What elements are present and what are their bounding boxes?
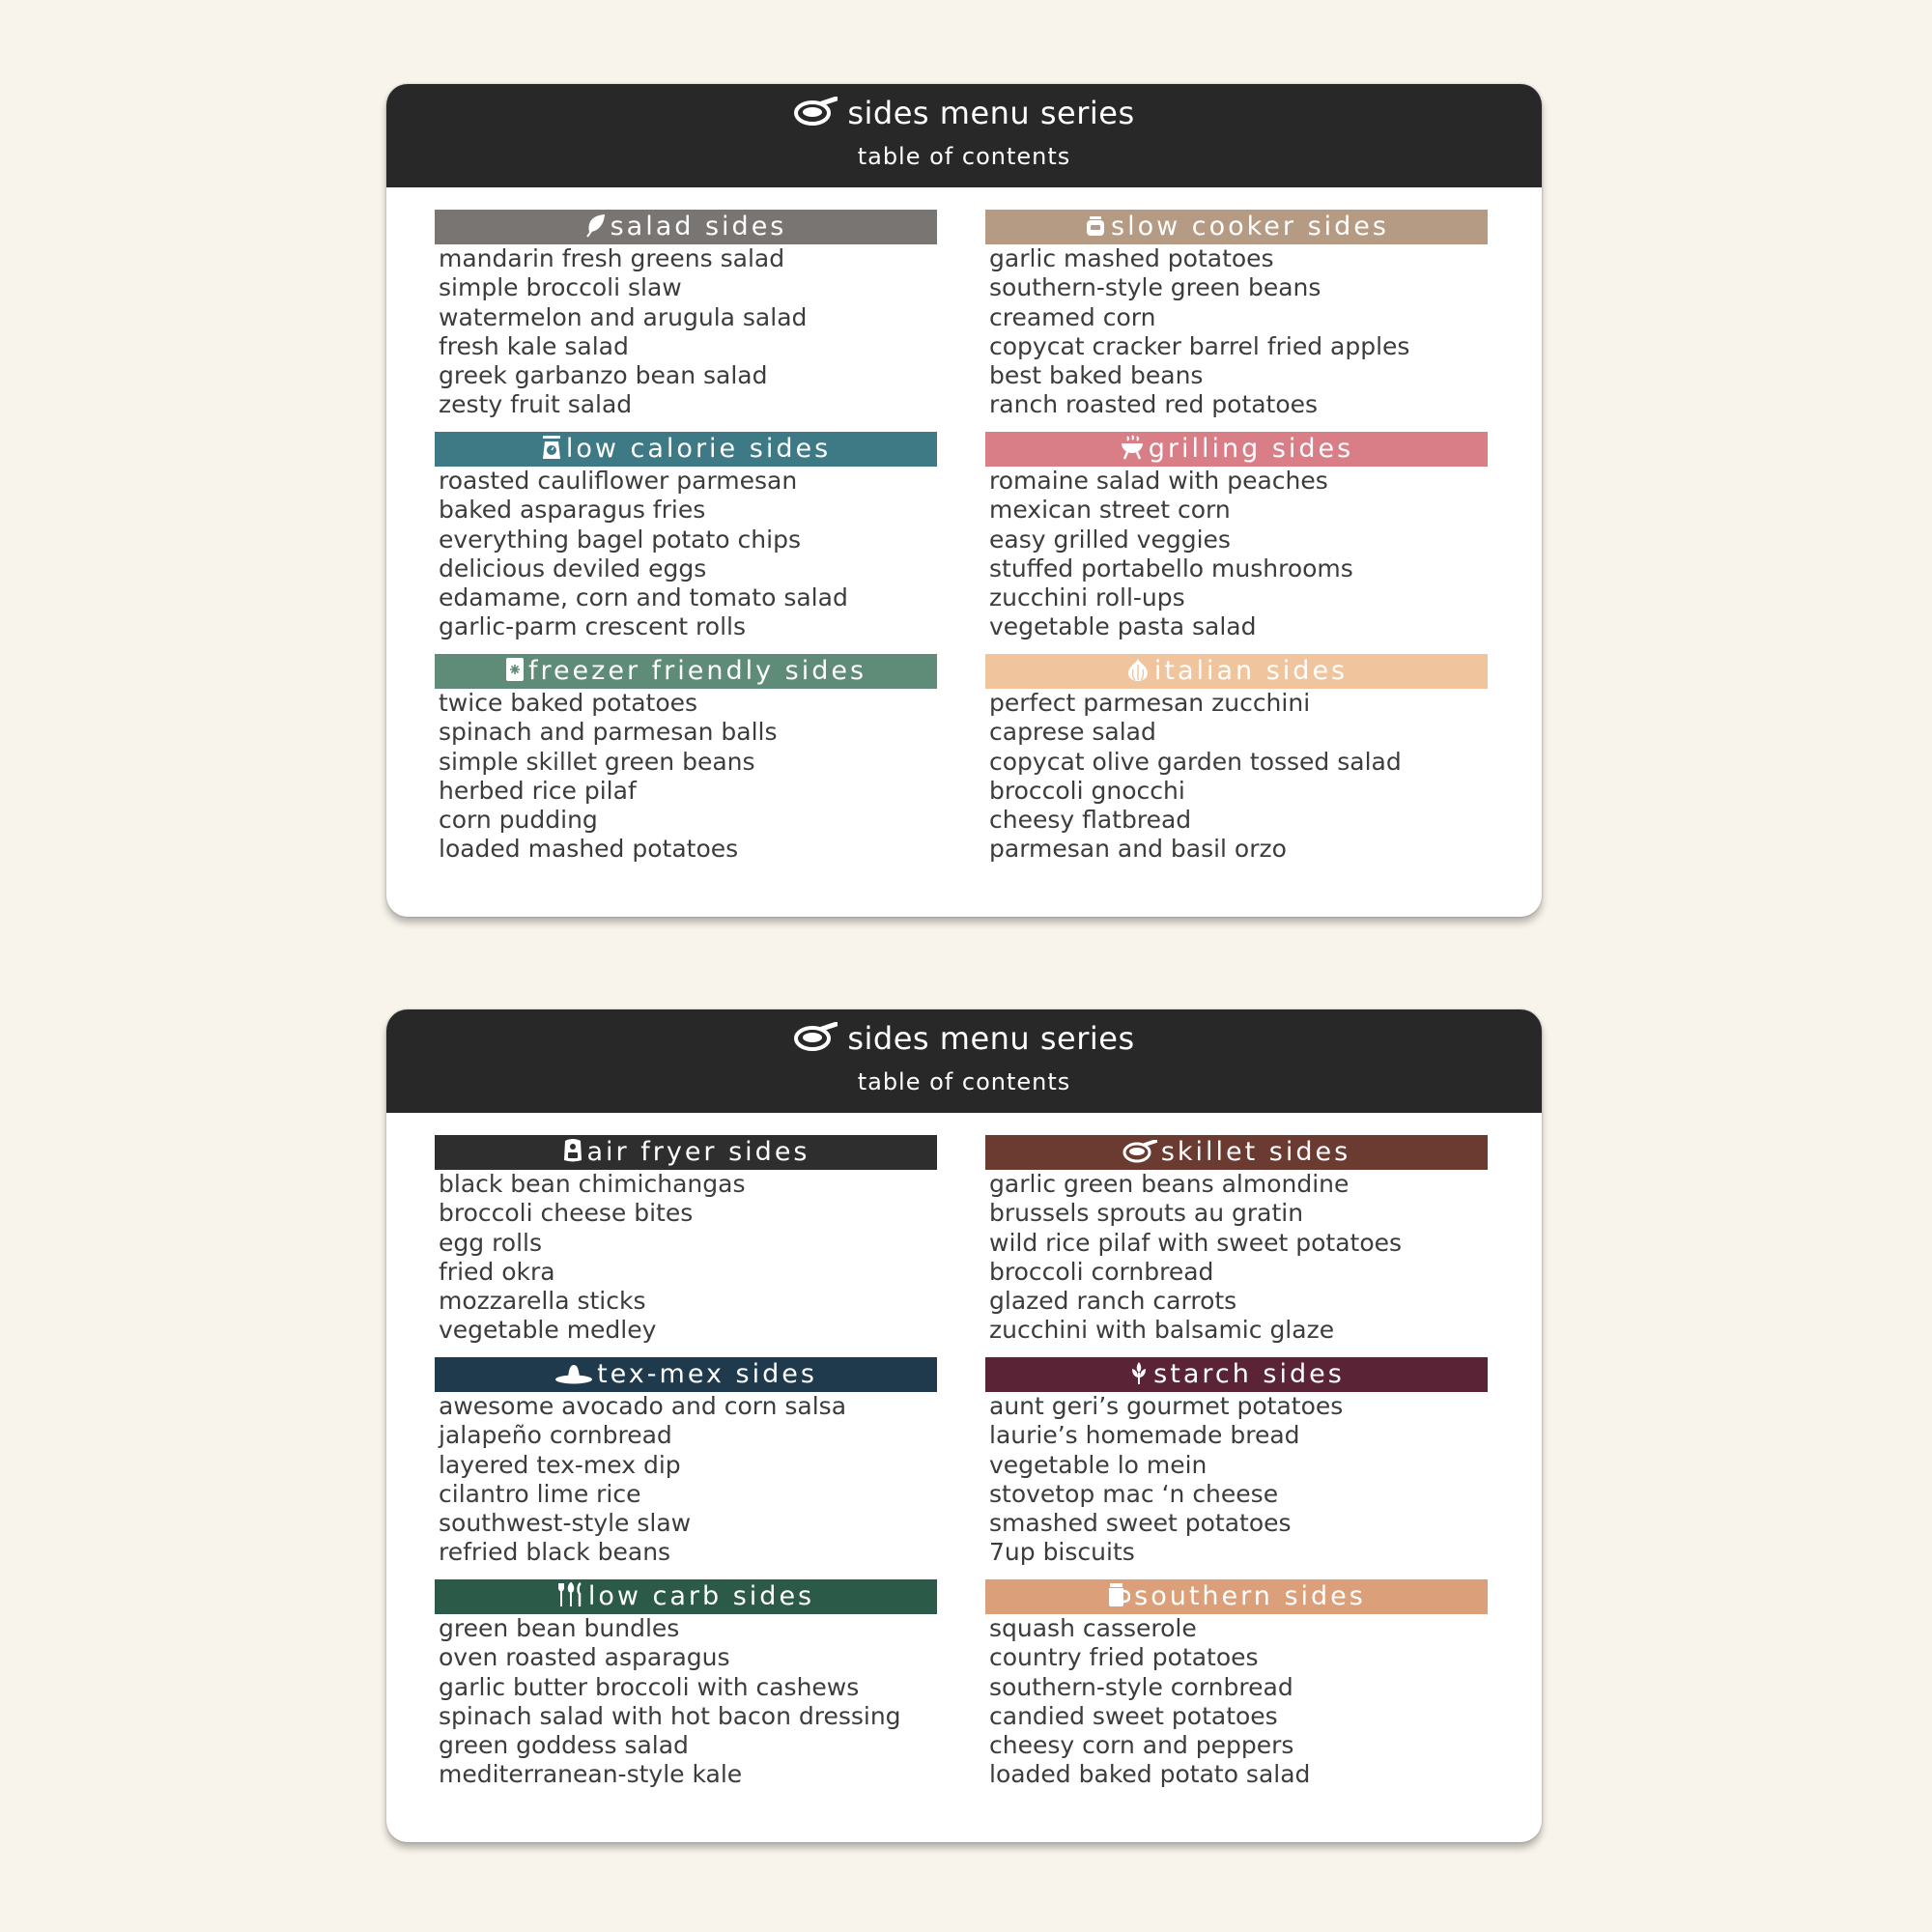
recipe-item: parmesan and basil orzo — [989, 835, 1287, 864]
recipe-item: best baked beans — [989, 361, 1204, 390]
section-low-calorie-sides — [435, 432, 937, 654]
recipe-item: copycat cracker barrel fried apples — [989, 331, 1410, 360]
recipe-list — [985, 1614, 1488, 1790]
section-title: salad sides — [610, 212, 787, 242]
recipe-item: fresh kale salad — [439, 331, 629, 360]
recipe-item: romaine salad with peaches — [989, 467, 1328, 495]
section-air-fryer-sides — [435, 1135, 937, 1357]
scale-icon — [541, 435, 562, 469]
section-header — [985, 210, 1488, 244]
recipe-list — [435, 467, 937, 642]
section-title: freezer friendly sides — [527, 656, 867, 686]
slow-cooker-icon — [1084, 213, 1107, 247]
recipe-item: copycat olive garden tossed salad — [989, 747, 1402, 776]
section-header — [985, 432, 1488, 467]
recipe-item: squash casserole — [989, 1614, 1197, 1642]
recipe-item: glazed ranch carrots — [989, 1287, 1237, 1316]
recipe-item: fried okra — [439, 1257, 555, 1286]
section-freezer-friendly-sides — [435, 654, 937, 876]
recipe-item: awesome avocado and corn salsa — [439, 1392, 847, 1420]
recipe-list — [435, 1170, 937, 1346]
section-header — [985, 654, 1488, 689]
recipe-list — [985, 244, 1488, 420]
card-title-text: sides menu series — [847, 1020, 1135, 1057]
recipe-item: zucchini roll-ups — [989, 583, 1185, 612]
recipe-item: mediterranean-style kale — [439, 1760, 743, 1789]
air-fryer-icon — [562, 1138, 583, 1173]
recipe-item: easy grilled veggies — [989, 525, 1231, 554]
recipe-item: garlic-parm crescent rolls — [439, 612, 746, 641]
section-skillet-sides — [985, 1135, 1488, 1357]
recipe-item: greek garbanzo bean salad — [439, 361, 768, 390]
recipe-item: creamed corn — [989, 302, 1156, 331]
sombrero-icon — [554, 1360, 593, 1395]
section-title: low carb sides — [587, 1581, 815, 1611]
recipe-item: spinach and parmesan balls — [439, 718, 778, 747]
recipe-item: wild rice pilaf with sweet potatoes — [989, 1228, 1403, 1257]
section-grilling-sides — [985, 432, 1488, 654]
recipe-item: jalapeño cornbread — [439, 1421, 672, 1450]
recipe-item: garlic green beans almondine — [989, 1170, 1350, 1198]
section-salad-sides — [435, 210, 937, 432]
card-title — [386, 92, 1542, 138]
section-low-carb-sides — [435, 1579, 937, 1802]
recipe-list — [435, 1614, 937, 1790]
card-subtitle: table of contents — [857, 1068, 1071, 1095]
recipe-item: roasted cauliflower parmesan — [439, 467, 798, 495]
recipe-item: simple broccoli slaw — [439, 273, 682, 302]
recipe-list — [985, 1170, 1488, 1346]
recipe-item: spinach salad with hot bacon dressing — [439, 1701, 901, 1730]
section-title: slow cooker sides — [1111, 212, 1389, 242]
section-header — [985, 1579, 1488, 1614]
section-header — [985, 1357, 1488, 1392]
recipe-item: vegetable pasta salad — [989, 612, 1257, 641]
sections-grid — [435, 1135, 1493, 1802]
section-header — [435, 210, 937, 244]
recipe-item: green bean bundles — [439, 1614, 680, 1642]
recipe-item: baked asparagus fries — [439, 496, 706, 525]
recipe-item: herbed rice pilaf — [439, 776, 637, 805]
recipe-item: perfect parmesan zucchini — [989, 689, 1311, 717]
recipe-item: loaded baked potato salad — [989, 1760, 1311, 1789]
recipe-item: twice baked potatoes — [439, 689, 698, 717]
section-title: starch sides — [1153, 1359, 1345, 1389]
recipe-item: brussels sprouts au gratin — [989, 1199, 1304, 1228]
recipe-item: delicious deviled eggs — [439, 554, 707, 582]
recipe-item: green goddess salad — [439, 1731, 689, 1760]
section-title: southern sides — [1134, 1581, 1366, 1611]
recipe-item: mexican street corn — [989, 496, 1231, 525]
recipe-item: southwest-style slaw — [439, 1509, 692, 1538]
utensils-icon — [557, 1582, 584, 1617]
recipe-item: refried black beans — [439, 1538, 671, 1567]
section-italian-sides — [985, 654, 1488, 876]
section-southern-sides — [985, 1579, 1488, 1802]
section-title: air fryer sides — [586, 1137, 810, 1167]
card-header — [386, 84, 1542, 187]
recipe-item: edamame, corn and tomato salad — [439, 583, 848, 612]
card-title-text: sides menu series — [847, 95, 1135, 131]
skillet-logo-icon — [793, 1021, 838, 1064]
recipe-item: stovetop mac ‘n cheese — [989, 1479, 1279, 1508]
recipe-item: ranch roasted red potatoes — [989, 390, 1319, 419]
wheat-icon — [1128, 1360, 1150, 1395]
recipe-item: garlic butter broccoli with cashews — [439, 1672, 860, 1701]
recipe-item: everything bagel potato chips — [439, 525, 801, 554]
grill-icon — [1120, 435, 1145, 469]
skillet-icon — [1122, 1138, 1157, 1173]
recipe-item: broccoli cheese bites — [439, 1199, 694, 1228]
recipe-item: southern-style cornbread — [989, 1672, 1293, 1701]
recipe-item: garlic mashed potatoes — [989, 244, 1274, 272]
section-tex-mex-sides — [435, 1357, 937, 1579]
skillet-logo-icon — [793, 96, 838, 138]
recipe-item: vegetable medley — [439, 1316, 657, 1345]
recipe-item: caprese salad — [989, 718, 1156, 747]
recipe-item: broccoli cornbread — [989, 1257, 1214, 1286]
card-header — [386, 1009, 1542, 1113]
recipe-item: black bean chimichangas — [439, 1170, 746, 1198]
recipe-item: loaded mashed potatoes — [439, 835, 739, 864]
recipe-item: oven roasted asparagus — [439, 1643, 730, 1672]
section-title: low calorie sides — [565, 434, 832, 464]
section-header — [435, 1357, 937, 1392]
recipe-item: cheesy flatbread — [989, 806, 1192, 835]
leaf-icon — [585, 213, 607, 247]
sections-grid — [435, 210, 1493, 876]
recipe-item: layered tex-mex dip — [439, 1450, 681, 1479]
recipe-list — [985, 467, 1488, 642]
menu-card-2 — [386, 1009, 1542, 1842]
section-header — [435, 1579, 937, 1614]
recipe-item: aunt geri’s gourmet potatoes — [989, 1392, 1344, 1420]
section-header — [435, 654, 937, 689]
recipe-item: zesty fruit salad — [439, 390, 633, 419]
recipe-item: laurie’s homemade bread — [989, 1421, 1300, 1450]
freezer-icon — [505, 657, 525, 692]
recipe-item: vegetable lo mein — [989, 1450, 1208, 1479]
recipe-item: corn pudding — [439, 806, 598, 835]
garlic-icon — [1125, 657, 1151, 692]
recipe-item: country fried potatoes — [989, 1643, 1259, 1672]
recipe-item: mozzarella sticks — [439, 1287, 646, 1316]
section-header — [435, 1135, 937, 1170]
menu-card-1 — [386, 84, 1542, 917]
recipe-item: smashed sweet potatoes — [989, 1509, 1292, 1538]
mason-jar-icon — [1107, 1582, 1130, 1617]
recipe-item: candied sweet potatoes — [989, 1701, 1278, 1730]
section-header — [985, 1135, 1488, 1170]
section-header — [435, 432, 937, 467]
recipe-list — [985, 1392, 1488, 1568]
recipe-list — [985, 689, 1488, 865]
card-subtitle: table of contents — [857, 143, 1071, 170]
recipe-list — [435, 689, 937, 865]
card-title — [386, 1017, 1542, 1064]
recipe-item: cheesy corn and peppers — [989, 1731, 1294, 1760]
recipe-item: watermelon and arugula salad — [439, 302, 808, 331]
recipe-item: egg rolls — [439, 1228, 543, 1257]
recipe-item: mandarin fresh greens salad — [439, 244, 785, 272]
recipe-item: broccoli gnocchi — [989, 776, 1185, 805]
section-starch-sides — [985, 1357, 1488, 1579]
section-title: tex-mex sides — [597, 1359, 817, 1389]
recipe-item: southern-style green beans — [989, 273, 1321, 302]
recipe-item: stuffed portabello mushrooms — [989, 554, 1353, 582]
recipe-item: cilantro lime rice — [439, 1479, 641, 1508]
section-slow-cooker-sides — [985, 210, 1488, 432]
section-title: grilling sides — [1148, 434, 1354, 464]
recipe-list — [435, 1392, 937, 1568]
section-title: skillet sides — [1160, 1137, 1351, 1167]
recipe-item: zucchini with balsamic glaze — [989, 1316, 1335, 1345]
recipe-item: 7up biscuits — [989, 1538, 1135, 1567]
section-title: italian sides — [1153, 656, 1349, 686]
recipe-list — [435, 244, 937, 420]
recipe-item: simple skillet green beans — [439, 747, 755, 776]
